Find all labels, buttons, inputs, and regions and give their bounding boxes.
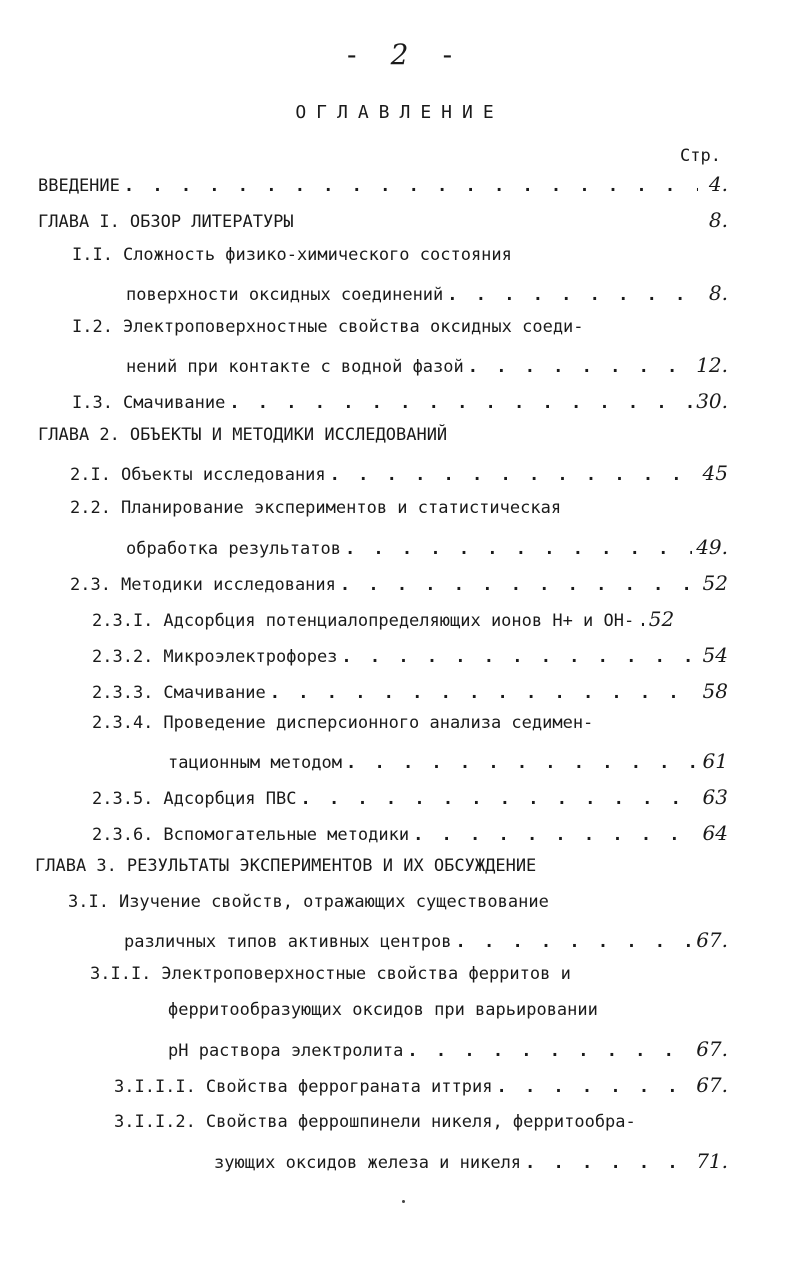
toc-entry [68,892,728,916]
dot-leader [407,1041,692,1061]
dot-leader [330,465,698,485]
dot-leader [638,611,644,631]
toc-entry [92,607,728,631]
toc-entry [72,389,728,413]
toc-entry [92,643,728,667]
dash-right: - [442,38,453,71]
toc-section-number: I.3. [72,393,113,413]
toc-entry-text: нений при контакте с водной фазой [126,357,464,377]
toc-subsection-number: 3.I.I. [90,964,152,984]
toc-entry-page: 49. [696,535,728,559]
dot-leader [124,176,698,196]
toc-entry-text: Смачивание [163,683,266,703]
toc-entry [126,281,728,305]
toc-entry-page: 58 [702,679,728,703]
toc-entry-page: 61 [702,749,728,773]
toc-section-number: 2.2. [70,498,111,518]
toc-section-number: I.2. [72,317,113,337]
toc-entry [114,1073,728,1097]
toc-entry-text: Электроповерхностные свойства ферритов и [161,964,571,984]
toc-subsection-number: 2.3.I. [92,611,154,631]
toc-subsection-number: 2.3.5. [92,789,154,809]
toc-chapter-number: ГЛАВА 3. [35,856,117,876]
toc-entry [38,208,728,232]
toc-entry-text: тационным методом [168,753,342,773]
dot-leader [229,393,692,413]
toc-entry-text: различных типов активных центров [124,932,452,952]
toc-entry [72,317,728,341]
toc-entry [168,749,728,773]
dot-leader [270,683,698,703]
toc-entry-page: 54 [702,643,728,667]
toc-entry-text: обработка результатов [126,539,341,559]
toc-entry-text: Свойства феррошпинели никеля, ферритообра- [205,1112,636,1132]
toc-subsection-number: 2.3.6. [92,825,154,845]
toc-entry-page: 8. [708,208,728,232]
toc-subsection-number: 2.3.3. [92,683,154,703]
toc-entry [70,461,728,485]
toc-entry-page: 67. [696,928,728,952]
toc-entry-text: Микроэлектрофорез [163,647,338,667]
toc-entry-text: поверхности оксидных соединений [126,285,444,305]
toc-section-number: 3.I. [68,892,109,912]
toc-entry [72,245,728,269]
dot-leader [456,932,693,952]
toc-entry [70,498,728,522]
toc-entry-page: 71. [696,1149,728,1173]
toc-entry-page: 64 [702,821,728,845]
toc-entry-page: 52 [702,571,728,595]
toc-entry-page: 52 [648,607,675,631]
toc-entry-page: 8. [708,281,728,305]
toc-section-number: 2.I. [70,465,111,485]
toc-entry-page: 12. [696,353,728,377]
toc-chapter-number: ГЛАВА 2. [38,425,120,445]
toc-entry [90,964,728,988]
dot-leader [447,285,698,305]
toc-entry-text: ОБЪЕКТЫ И МЕТОДИКИ ИССЛЕДОВАНИЙ [129,425,448,445]
bottom-mark [402,1200,405,1203]
dot-leader [340,575,698,595]
toc-entry-text: Электроповерхностные свойства оксидных соеди- [122,317,584,337]
dot-leader [496,1077,692,1097]
toc-entry [92,713,728,737]
toc-title: ОГЛАВЛЕНИЕ [295,102,504,123]
toc-entry-page: 67. [696,1073,728,1097]
toc-entry-text: Смачивание [122,393,226,413]
toc-entry-text: ферритообразующих оксидов при варьировании [168,1000,598,1020]
toc-entry-text: Изучение свойств, отражающих существование [118,892,549,912]
toc-subsubsection-number: 3.I.I.I. [114,1077,196,1097]
toc-entry-text: Объекты исследования [120,465,326,485]
toc-entry [126,535,728,559]
page-column-label: Стр. [680,146,721,166]
toc-entry [214,1149,728,1173]
dot-leader [341,647,698,667]
toc-entry-text: Вспомогательные методики [163,825,410,845]
toc-entry [124,928,728,952]
toc-subsection-number: 2.3.4. [92,713,154,733]
toc-entry [70,571,728,595]
toc-entry-text: РЕЗУЛЬТАТЫ ЭКСПЕРИМЕНТОВ И ИХ ОБСУЖДЕНИЕ [126,856,537,876]
toc-entry [38,172,728,196]
dot-leader [345,539,692,559]
toc-entry-page: 63 [702,785,728,809]
toc-subsection-number: 2.3.2. [92,647,154,667]
toc-entry [92,785,728,809]
toc-entry [168,1037,728,1061]
toc-entry [38,425,728,449]
toc-entry-text: ВВЕДЕНИЕ [38,176,120,196]
toc-entry-text: Свойства феррограната иттрия [205,1077,493,1097]
dot-leader [346,753,698,773]
dot-leader [413,825,698,845]
toc-section-number: I.I. [72,245,113,265]
dot-leader [300,789,698,809]
toc-entry-text: Адсорбция потенциалопределяющих ионов H+ и OH- [163,611,635,631]
dash-left: - [346,38,357,71]
toc-entry [92,821,728,845]
toc-entry-text: Проведение дисперсионного анализа седимен- [163,713,594,733]
toc-entry [114,1112,728,1136]
toc-entry-page: 30. [696,389,728,413]
dot-leader [525,1153,692,1173]
toc-entry-text: ОБЗОР ЛИТЕРАТУРЫ [129,212,294,232]
toc-subsubsection-number: 3.I.I.2. [114,1112,196,1132]
toc-entry [35,856,728,880]
toc-entry-text: pH раствора электролита [168,1041,404,1061]
toc-entry [168,1000,728,1024]
toc-entry-page: 4. [708,172,728,196]
toc-entry-text: Сложность физико-химического состояния [122,245,512,265]
toc-entry-text: зующих оксидов железа и никеля [214,1153,522,1173]
toc-chapter-number: ГЛАВА I. [38,212,120,232]
dot-leader [468,357,692,377]
page-number-value: 2 [390,38,409,71]
toc-entry-page: 45 [702,461,728,485]
toc-entry-text: Методики исследования [120,575,336,595]
toc-section-number: 2.3. [70,575,111,595]
toc-entry-text: Адсорбция ПВС [163,789,297,809]
toc-entry [92,679,728,703]
toc-entry-text: Планирование экспериментов и статистическая [120,498,562,518]
toc-entry-page: 67. [696,1037,728,1061]
toc-entry [126,353,728,377]
